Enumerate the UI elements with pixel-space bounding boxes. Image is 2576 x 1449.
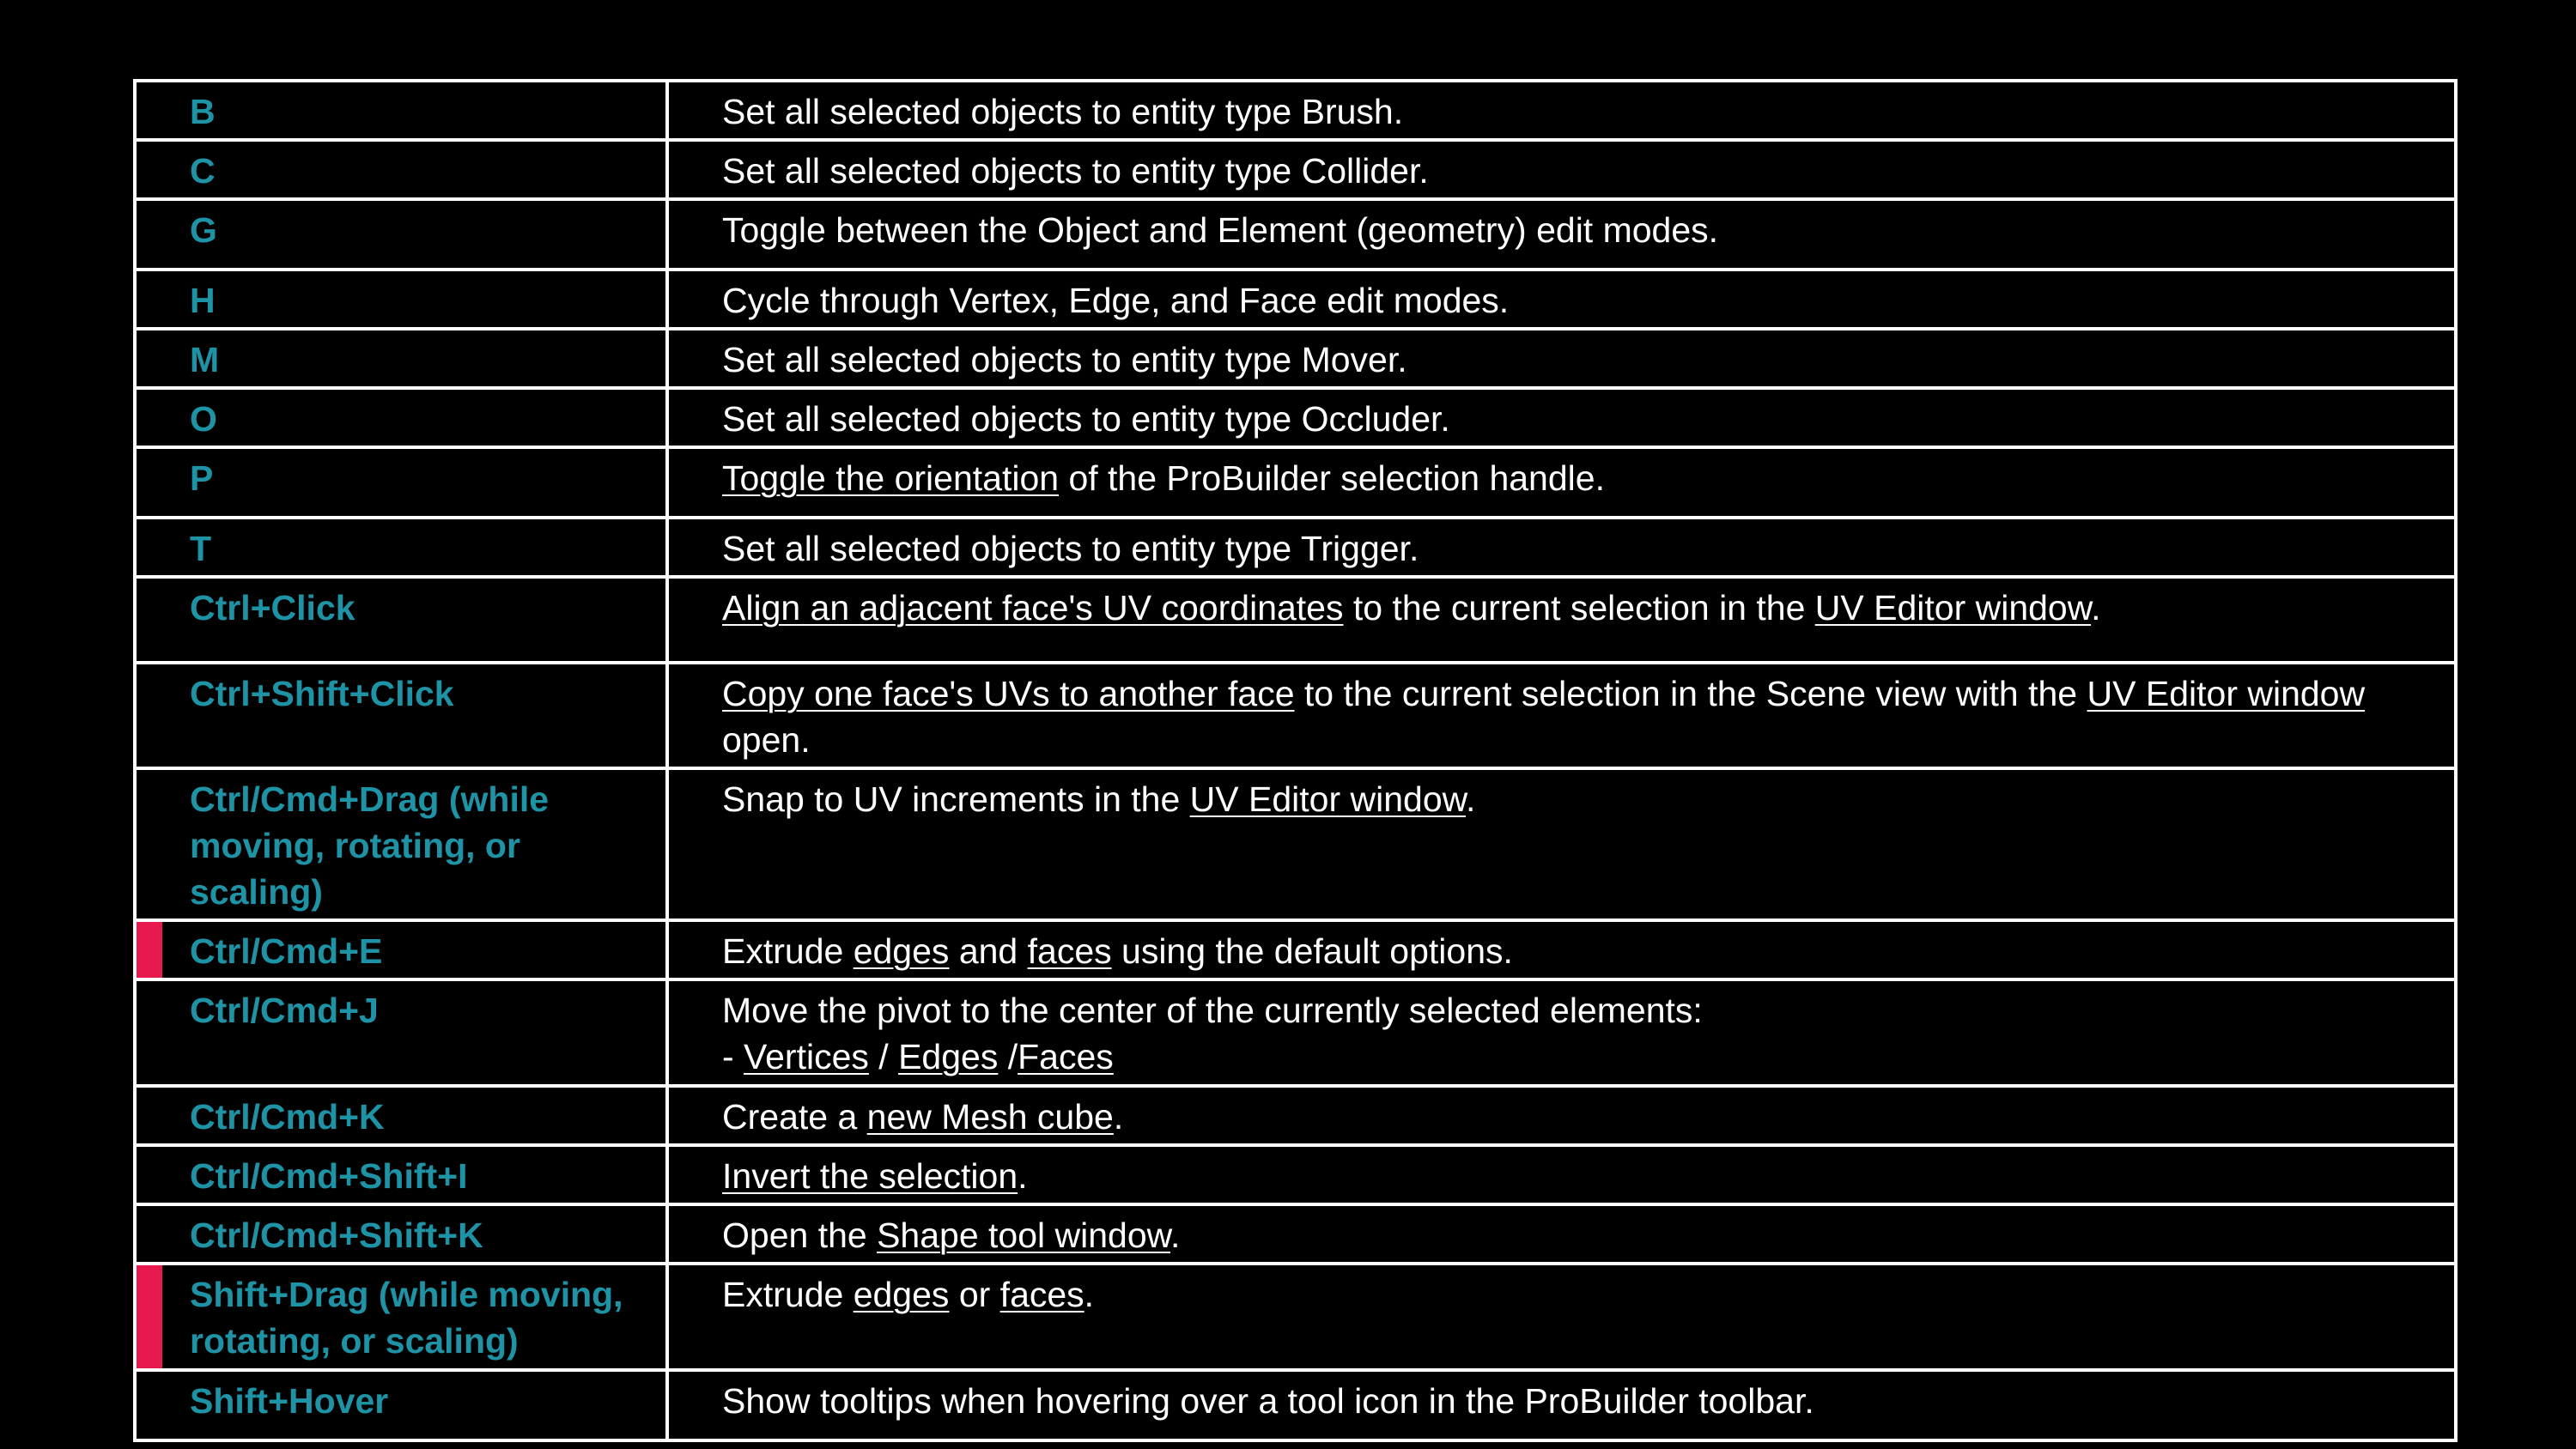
shortcut-description [667,1204,2456,1264]
description-text: . [1113,1097,1124,1137]
shortcut-key: Shift+Drag (while moving, rotating, or scaling) [135,1264,667,1370]
description-text: . [2091,588,2101,627]
shortcuts-table [133,79,2458,1442]
doc-link[interactable]: Align an adjacent face's UV coordinates [722,588,1344,627]
shortcut-row [135,199,2456,270]
doc-link[interactable]: UV Editor window [1189,779,1466,819]
description-text: Show tooltips when hovering over a tool icon in the ProBuilder toolbar. [722,1381,1814,1421]
shortcut-description [667,140,2456,199]
shortcut-description [667,1086,2456,1145]
description-text: - [722,1037,744,1076]
shortcut-description [667,577,2456,663]
shortcut-key: T [135,518,667,577]
shortcut-row [135,447,2456,518]
description-line [722,987,2420,1034]
shortcut-key: Shift+Hover [135,1370,667,1440]
doc-link[interactable]: faces [999,1275,1084,1314]
shortcut-row [135,768,2456,920]
shortcut-key: G [135,199,667,270]
shortcut-row [135,577,2456,663]
shortcut-description [667,388,2456,447]
doc-link[interactable]: UV Editor window [2087,674,2366,713]
doc-link[interactable]: Edges [898,1037,999,1076]
description-text: Set all selected objects to entity type Brush. [722,92,1404,131]
description-text: using the default options. [1111,931,1513,971]
doc-link[interactable]: Vertices [744,1037,869,1076]
shortcut-row [135,1370,2456,1440]
shortcut-key: P [135,447,667,518]
description-text: Extrude [722,931,854,971]
shortcut-description [667,1145,2456,1204]
shortcut-key: Ctrl/Cmd+E [135,920,667,979]
doc-link[interactable]: new Mesh cube [866,1097,1114,1137]
shortcut-key: C [135,140,667,199]
shortcut-row [135,1264,2456,1370]
description-text: / [868,1037,899,1076]
description-text: of the ProBuilder selection handle. [1059,458,1605,498]
description-text: Snap to UV increments in the [722,779,1190,819]
shortcut-key: Ctrl+Click [135,577,667,663]
shortcut-description [667,663,2456,768]
description-text: or [949,1275,1000,1314]
shortcut-key: Ctrl/Cmd+Shift+I [135,1145,667,1204]
shortcut-key: Ctrl/Cmd+K [135,1086,667,1145]
description-text: to the current selection in the [1343,588,1815,627]
description-text: Set all selected objects to entity type Trigger. [722,529,1419,568]
shortcut-key: Ctrl/Cmd+Drag (while moving, rotating, or scaling) [135,768,667,920]
doc-link[interactable]: UV Editor window [1814,588,2092,627]
doc-link[interactable]: edges [853,1275,950,1314]
shortcut-row [135,140,2456,199]
shortcut-key: Ctrl+Shift+Click [135,663,667,768]
description-text: Set all selected objects to entity type Mover. [722,340,1407,379]
shortcut-description [667,979,2456,1086]
shortcut-description [667,518,2456,577]
description-text: . [1018,1156,1028,1196]
shortcut-row [135,1086,2456,1145]
shortcut-row [135,920,2456,979]
shortcut-description [667,329,2456,388]
shortcut-description [667,270,2456,329]
description-text: . [1466,779,1476,819]
doc-link[interactable]: edges [853,931,950,971]
shortcut-row [135,270,2456,329]
shortcut-row [135,81,2456,140]
description-text: to the current selection in the Scene view with the [1294,674,2087,713]
shortcut-key: H [135,270,667,329]
shortcuts-table-body [135,81,2456,1440]
shortcut-row [135,979,2456,1086]
description-text: Extrude [722,1275,854,1314]
doc-link[interactable]: Shape tool window [877,1216,1170,1255]
shortcut-description [667,447,2456,518]
description-text: and [949,931,1028,971]
shortcut-description [667,1264,2456,1370]
shortcut-key: B [135,81,667,140]
shortcut-row [135,329,2456,388]
description-text: Create a [722,1097,867,1137]
shortcut-key: M [135,329,667,388]
shortcut-description [667,81,2456,140]
description-text: / [998,1037,1018,1076]
shortcut-key: Ctrl/Cmd+J [135,979,667,1086]
shortcut-row [135,1204,2456,1264]
shortcut-description [667,920,2456,979]
description-text: Set all selected objects to entity type Occluder. [722,399,1450,439]
shortcut-description [667,768,2456,920]
doc-link[interactable]: faces [1027,931,1112,971]
description-text: Set all selected objects to entity type Collider. [722,151,1429,191]
description-text: . [1170,1216,1181,1255]
doc-link[interactable]: Toggle the orientation [722,458,1060,498]
shortcut-description [667,1370,2456,1440]
shortcut-row [135,388,2456,447]
shortcut-key: O [135,388,667,447]
shortcut-description [667,199,2456,270]
description-text: Cycle through Vertex, Edge, and Face edit modes. [722,281,1510,320]
doc-link[interactable]: Faces [1018,1037,1114,1076]
description-text: . [1084,1275,1095,1314]
shortcut-row [135,663,2456,768]
description-line [722,1034,2420,1080]
shortcut-row [135,518,2456,577]
doc-link[interactable]: Copy one face's UVs to another face [722,674,1295,713]
doc-link[interactable]: Invert the selection [722,1156,1018,1196]
shortcut-key: Ctrl/Cmd+Shift+K [135,1204,667,1264]
description-text: open. [722,720,811,760]
description-text: Move the pivot to the center of the currently selected elements: [722,991,1703,1030]
shortcut-row [135,1145,2456,1204]
description-text: Open the [722,1216,878,1255]
description-text: Toggle between the Object and Element (geometry) edit modes. [722,210,1719,250]
